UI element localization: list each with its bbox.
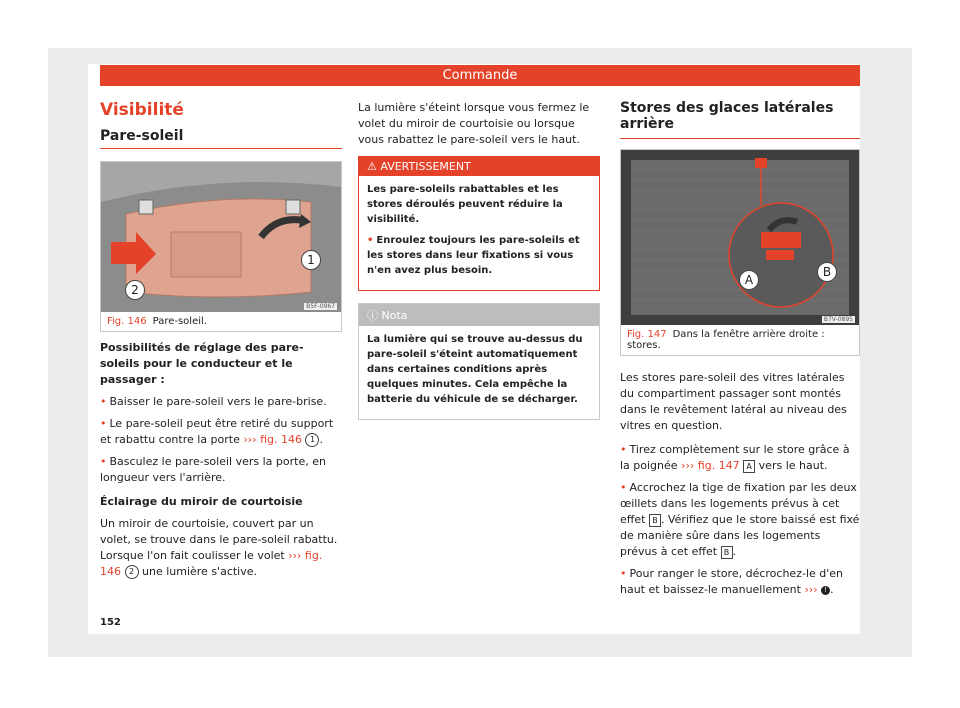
warning-triangle-icon: ⚠	[367, 160, 377, 173]
note-header: ⓘ Nota	[359, 304, 599, 326]
mirror-heading: Éclairage du miroir de courtoisie	[100, 495, 303, 508]
warning-bullet: • Enroulez toujours les pare-soleils et les stores dans leur fixations si vous n'en avez plus besoin.	[367, 235, 580, 276]
warning-body	[359, 176, 599, 290]
bullet-item: • Tirez complètement sur le store grâce à la poignée ››› fig. 147 A vers le haut.	[620, 443, 850, 472]
warning-dot-icon: !	[821, 586, 830, 595]
note-box	[358, 303, 600, 420]
warning-box	[358, 156, 600, 291]
column-right	[620, 100, 860, 604]
figure-code: B7V-0895	[823, 316, 853, 323]
warning-header: ⚠ AVERTISSEMENT	[359, 157, 599, 176]
note-text: La lumière qui se trouve au-dessus du pare-soleil s'éteint automatiquement dans certaines conditions après quelques minutes. Cela empêche la batterie du véhicule de se décharger.	[367, 334, 583, 405]
label-a-ref: A	[743, 460, 755, 473]
window-blind-illustration	[621, 150, 859, 325]
figure-link[interactable]: ››› fig. 147	[681, 459, 740, 472]
bullet-item: • Baisser le pare-soleil vers le pare-brise.	[100, 395, 327, 408]
chapter-header: Commande	[100, 65, 860, 86]
subsection-title: Pare-soleil	[100, 128, 342, 149]
figure-147	[620, 149, 860, 356]
figure-caption	[101, 312, 341, 331]
label-b-ref: B	[649, 514, 661, 527]
column-left	[100, 100, 342, 586]
bullet-item: • Basculez le pare-soleil vers la porte, en longueur vers l'arrière.	[100, 455, 326, 484]
callout-1: 1	[301, 250, 321, 270]
figure-link[interactable]: ››› fig. 146	[243, 433, 302, 446]
callout-ref-2: 2	[125, 565, 139, 579]
settings-heading: Possibilités de réglage des pare-soleils pour le conducteur et le passager :	[100, 341, 304, 386]
figure-number: Fig. 146	[107, 316, 147, 327]
warning-link[interactable]: ››› !	[804, 583, 830, 596]
page-number: 152	[100, 617, 121, 628]
warning-text: Les pare-soleils rabattables et les stores déroulés peuvent réduire la visibilité.	[367, 184, 563, 225]
figure-caption	[621, 325, 859, 355]
callout-2: 2	[125, 280, 145, 300]
label-a: A	[739, 270, 759, 290]
column-middle	[358, 100, 600, 432]
section-title: Visibilité	[100, 100, 184, 120]
figure-146	[100, 161, 342, 332]
sun-visor-image	[101, 162, 341, 312]
window-blind-image	[621, 150, 859, 325]
bullet-item: • Accrochez la tige de fixation par les deux œillets dans les logements prévus à cet effet B . Vérifiez que le store baissé est fixé de manière sûre dans les logements prévus à cet effet B .	[620, 481, 860, 558]
bullet-item: • Le pare-soleil peut être retiré du support et rabattu contre la porte ››› fig. 146 1 .	[100, 417, 334, 446]
bullet-item: • Pour ranger le store, décrochez-le d'en haut et baissez-le manuellement ››› ! .	[620, 567, 844, 596]
mirror-paragraph: Un miroir de courtoisie, couvert par un volet, se trouve dans le pare-soleil rabattu. Lorsque l'on fait coulisser le volet ››› fig. 146 2 une lumière s'active.	[100, 517, 338, 578]
intro-paragraph: Les stores pare-soleil des vitres latérales du compartiment passager sont montés dans le revêtement latéral au niveau des vitres en question.	[620, 371, 847, 432]
figure-code: B5F-0967	[306, 303, 335, 310]
label-b: B	[817, 262, 837, 282]
info-icon: ⓘ	[367, 309, 378, 322]
figure-caption-text: Pare-soleil.	[152, 316, 207, 327]
note-body	[359, 326, 599, 419]
section-title: Stores des glaces latérales arrière	[620, 100, 860, 139]
figure-link[interactable]: ››› fig. 146	[100, 549, 323, 578]
label-b-ref: B	[721, 546, 733, 559]
figure-number: Fig. 147	[627, 329, 667, 340]
figure-caption-text: Dans la fenêtre arrière droite : stores.	[627, 329, 825, 351]
intro-paragraph: La lumière s'éteint lorsque vous fermez le volet du miroir de courtoisie ou lorsque vous rabattez le pare-soleil vers le haut.	[358, 101, 590, 146]
callout-ref-1: 1	[305, 433, 319, 447]
